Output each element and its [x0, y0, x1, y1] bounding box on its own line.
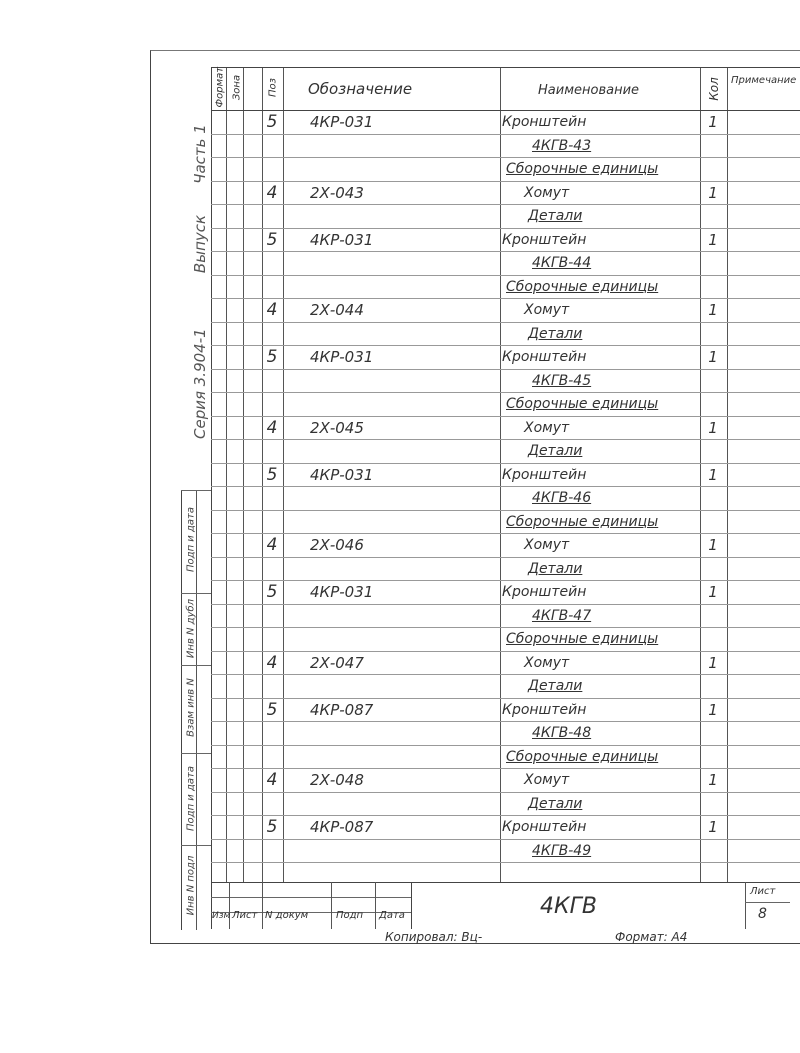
row-name: Кронштейн — [502, 466, 587, 483]
row-name: 4КГВ-45 — [532, 372, 592, 389]
row-position — [262, 323, 282, 345]
row-designation — [288, 252, 520, 274]
row-designation — [288, 370, 520, 392]
row-position — [262, 511, 282, 533]
row-designation — [288, 558, 520, 580]
row-position: 5 — [266, 817, 278, 837]
row-quantity — [700, 793, 726, 815]
row-name: Детали — [528, 678, 583, 694]
row-quantity — [700, 746, 726, 768]
row-quantity: 1 — [708, 700, 718, 719]
row-position: 4 — [266, 182, 278, 203]
footer-copied: Копировал: Вц- — [385, 930, 483, 944]
row-position — [262, 675, 282, 697]
header-designation: Обозначение — [308, 80, 413, 98]
row-quantity — [700, 252, 726, 274]
row-designation: 4КР-031 — [310, 230, 374, 249]
row-name: Кронштейн — [502, 584, 587, 600]
row-position — [262, 393, 282, 415]
side-label-issue: Выпуск — [191, 214, 209, 274]
row-name: Кронштейн — [502, 114, 587, 130]
tb-sheet-label: Лист — [750, 886, 776, 897]
row-position — [262, 722, 282, 744]
row-designation — [288, 746, 520, 768]
tb-col — [331, 882, 332, 929]
row-quantity — [700, 840, 726, 862]
row-name: 4КГВ-44 — [532, 255, 592, 271]
row-name: Сборочные единицы — [506, 748, 659, 765]
footer-format: Формат: А4 — [615, 930, 688, 944]
row-name: Кронштейн — [502, 701, 587, 718]
row-designation — [288, 511, 520, 533]
row-position — [262, 840, 282, 862]
row-name: Кронштейн — [502, 819, 587, 835]
row-name: 4КГВ-43 — [532, 137, 592, 154]
header-note: Примечание — [731, 75, 797, 86]
row-quantity — [700, 558, 726, 580]
row-position — [262, 558, 282, 580]
row-name: Сборочные единицы — [506, 161, 659, 177]
row-name: Хомут — [524, 654, 570, 671]
title-block-row — [211, 897, 411, 898]
row-position — [262, 487, 282, 509]
row-quantity — [700, 135, 726, 157]
stamp-orig-inv: Инв N подл — [185, 855, 197, 916]
row-quantity — [700, 440, 726, 462]
sheet-number: 8 — [758, 906, 767, 922]
row-designation — [288, 276, 520, 298]
row-designation — [288, 323, 520, 345]
side-label-part: Часть 1 — [191, 124, 209, 184]
row-quantity — [700, 511, 726, 533]
row-designation — [288, 628, 520, 650]
row-designation — [288, 840, 520, 862]
tb-date: Дата — [379, 910, 405, 921]
row-position: 4 — [266, 535, 278, 555]
row-designation — [288, 605, 520, 627]
header-format: Формат — [214, 66, 226, 108]
header-pos: Поз — [267, 78, 279, 97]
row-divider — [211, 862, 800, 863]
row-quantity: 1 — [708, 818, 718, 836]
row-name: Хомут — [524, 537, 570, 553]
row-name: Хомут — [524, 772, 570, 788]
row-position: 5 — [266, 582, 278, 602]
row-designation: 2Х-043 — [310, 183, 364, 202]
row-quantity — [700, 158, 726, 180]
row-quantity: 1 — [708, 230, 718, 249]
row-quantity — [700, 393, 726, 415]
row-position — [262, 370, 282, 392]
row-designation — [288, 487, 520, 509]
row-position: 5 — [266, 112, 278, 132]
row-designation: 2Х-048 — [310, 771, 364, 789]
row-designation: 4КР-031 — [310, 583, 374, 601]
row-position — [262, 793, 282, 815]
row-quantity — [700, 722, 726, 744]
tb-col — [411, 882, 412, 929]
stamp-sign-date-1: Подп и дата — [185, 507, 197, 572]
row-position: 4 — [266, 770, 278, 790]
row-designation — [288, 205, 520, 227]
row-name: Детали — [528, 208, 583, 224]
row-designation: 2Х-044 — [310, 301, 364, 319]
tb-sheet: Лист — [232, 910, 258, 921]
tb-col — [262, 882, 263, 929]
row-name: 4КГВ-48 — [532, 725, 592, 741]
row-position: 5 — [266, 464, 278, 485]
stamp-dup-inv: Инв N дубл — [185, 598, 197, 659]
row-quantity: 1 — [708, 418, 718, 437]
row-quantity — [700, 487, 726, 509]
stamp-sign-date-2: Подп и дата — [185, 766, 197, 831]
row-designation: 4КР-087 — [310, 700, 374, 719]
row-name: Хомут — [524, 419, 570, 436]
row-position: 5 — [266, 229, 278, 250]
row-name: Сборочные единицы — [506, 278, 659, 295]
row-designation: 2Х-047 — [310, 653, 364, 672]
header-qty: Кол — [707, 77, 721, 101]
row-position — [262, 135, 282, 157]
row-quantity — [700, 628, 726, 650]
row-name: Кронштейн — [502, 231, 587, 248]
header-zone: Зона — [231, 74, 243, 101]
tb-col — [375, 882, 376, 929]
row-quantity — [700, 675, 726, 697]
row-designation — [288, 135, 520, 157]
row-quantity: 1 — [708, 113, 718, 131]
row-position: 4 — [266, 417, 278, 438]
row-position: 4 — [266, 652, 278, 673]
row-name: Сборочные единицы — [506, 513, 659, 530]
row-quantity: 1 — [708, 465, 718, 484]
row-name: Сборочные единицы — [506, 631, 659, 647]
document-code: 4КГВ — [540, 894, 597, 919]
row-designation: 4КР-031 — [310, 465, 374, 484]
row-position — [262, 605, 282, 627]
row-designation — [288, 393, 520, 415]
tb-signature: Подп — [336, 910, 364, 921]
row-designation — [288, 158, 520, 180]
col-divider-code — [283, 67, 284, 882]
row-position — [262, 440, 282, 462]
row-position — [262, 158, 282, 180]
tb-change: Изм — [212, 911, 231, 921]
row-name: Сборочные единицы — [506, 396, 659, 412]
row-name: Детали — [528, 443, 583, 459]
row-quantity: 1 — [708, 348, 718, 366]
row-designation — [288, 793, 520, 815]
row-position — [262, 628, 282, 650]
row-position: 5 — [266, 699, 278, 720]
row-designation: 2Х-046 — [310, 536, 364, 554]
row-quantity: 1 — [708, 653, 718, 672]
row-name: Детали — [528, 795, 583, 812]
col-divider-format — [226, 67, 227, 882]
row-position: 4 — [266, 300, 278, 320]
stamp-column-border — [181, 490, 182, 930]
row-designation: 4КР-031 — [310, 113, 374, 131]
col-divider-note — [727, 67, 728, 882]
row-position — [262, 205, 282, 227]
stamp-divider — [181, 490, 211, 491]
col-divider-zone — [243, 67, 244, 882]
row-position: 5 — [266, 347, 278, 367]
row-quantity — [700, 205, 726, 227]
row-quantity: 1 — [708, 583, 718, 601]
row-quantity — [700, 605, 726, 627]
side-label-series: Серия 3.904-1 — [191, 328, 209, 439]
row-name: Детали — [528, 325, 583, 342]
row-quantity: 1 — [708, 183, 718, 202]
row-name: Детали — [528, 560, 583, 577]
row-name: Хомут — [524, 184, 570, 201]
row-quantity — [700, 323, 726, 345]
row-name: 4КГВ-49 — [532, 842, 592, 859]
table-top-border — [211, 67, 800, 68]
row-designation: 2Х-045 — [310, 418, 364, 437]
row-name: 4КГВ-47 — [532, 607, 592, 624]
title-block-top — [211, 882, 800, 883]
row-designation: 4КР-031 — [310, 348, 374, 366]
tb-doc-number: N докум — [265, 910, 309, 921]
header-name: Наименование — [538, 83, 640, 98]
row-name: 4КГВ-46 — [532, 490, 592, 506]
row-quantity — [700, 370, 726, 392]
stamp-replace-inv: Взам инв N — [185, 678, 197, 737]
table-left-border — [211, 67, 212, 929]
tb-col — [745, 882, 746, 929]
row-designation — [288, 722, 520, 744]
row-quantity: 1 — [708, 536, 718, 554]
row-designation — [288, 675, 520, 697]
row-quantity: 1 — [708, 771, 718, 789]
row-designation — [288, 440, 520, 462]
row-name: Кронштейн — [502, 349, 587, 365]
row-designation: 4КР-087 — [310, 818, 374, 836]
row-quantity — [700, 276, 726, 298]
row-position — [262, 276, 282, 298]
row-name: Хомут — [524, 302, 570, 318]
row-position — [262, 746, 282, 768]
row-position — [262, 252, 282, 274]
row-quantity: 1 — [708, 301, 718, 319]
